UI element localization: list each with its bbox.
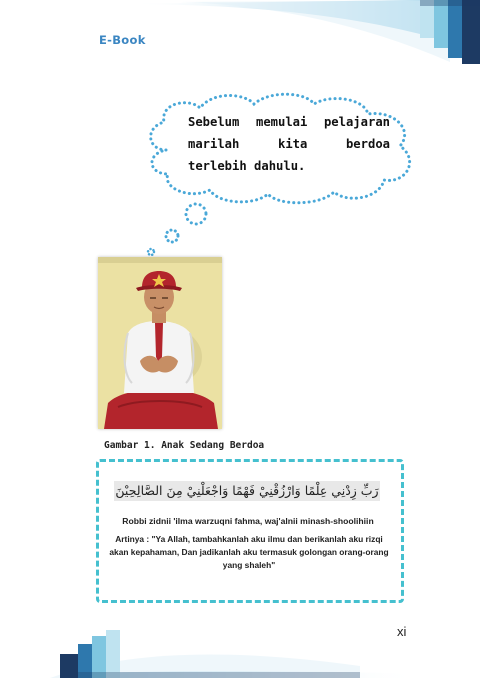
praying-child-photo: [98, 257, 222, 429]
figure-caption: Gambar 1. Anak Sedang Berdoa: [104, 440, 265, 451]
prayer-translation: Artinya : "Ya Allah, tambahkanlah aku ilmu dan berikanlah aku rizqi akan kepahaman, Dan jadikanlah aku termasuk golongan orang-orang yang shaleh": [109, 534, 389, 570]
prayer-arabic-text: رَبِّ زِدْنِي عِلْمًا وَارْزُقْنِيْ فَهْمًا وَاجْعَلْنِيْ مِنَ الصَّالِحِيْنَ: [114, 481, 380, 501]
prayer-latin-transliteration: Robbi zidnii 'ilma warzuqni fahma, waj'alnii minash-shoolihiin: [122, 516, 374, 526]
bottom-decoration: [0, 608, 420, 678]
speech-bubble-text: Sebelum memulai pelajaran marilah kita berdoa terlebih dahulu.: [188, 115, 390, 173]
top-decoration: [120, 0, 480, 70]
ebook-header-label: E-Book: [99, 33, 146, 47]
page-number: xi: [397, 624, 407, 639]
